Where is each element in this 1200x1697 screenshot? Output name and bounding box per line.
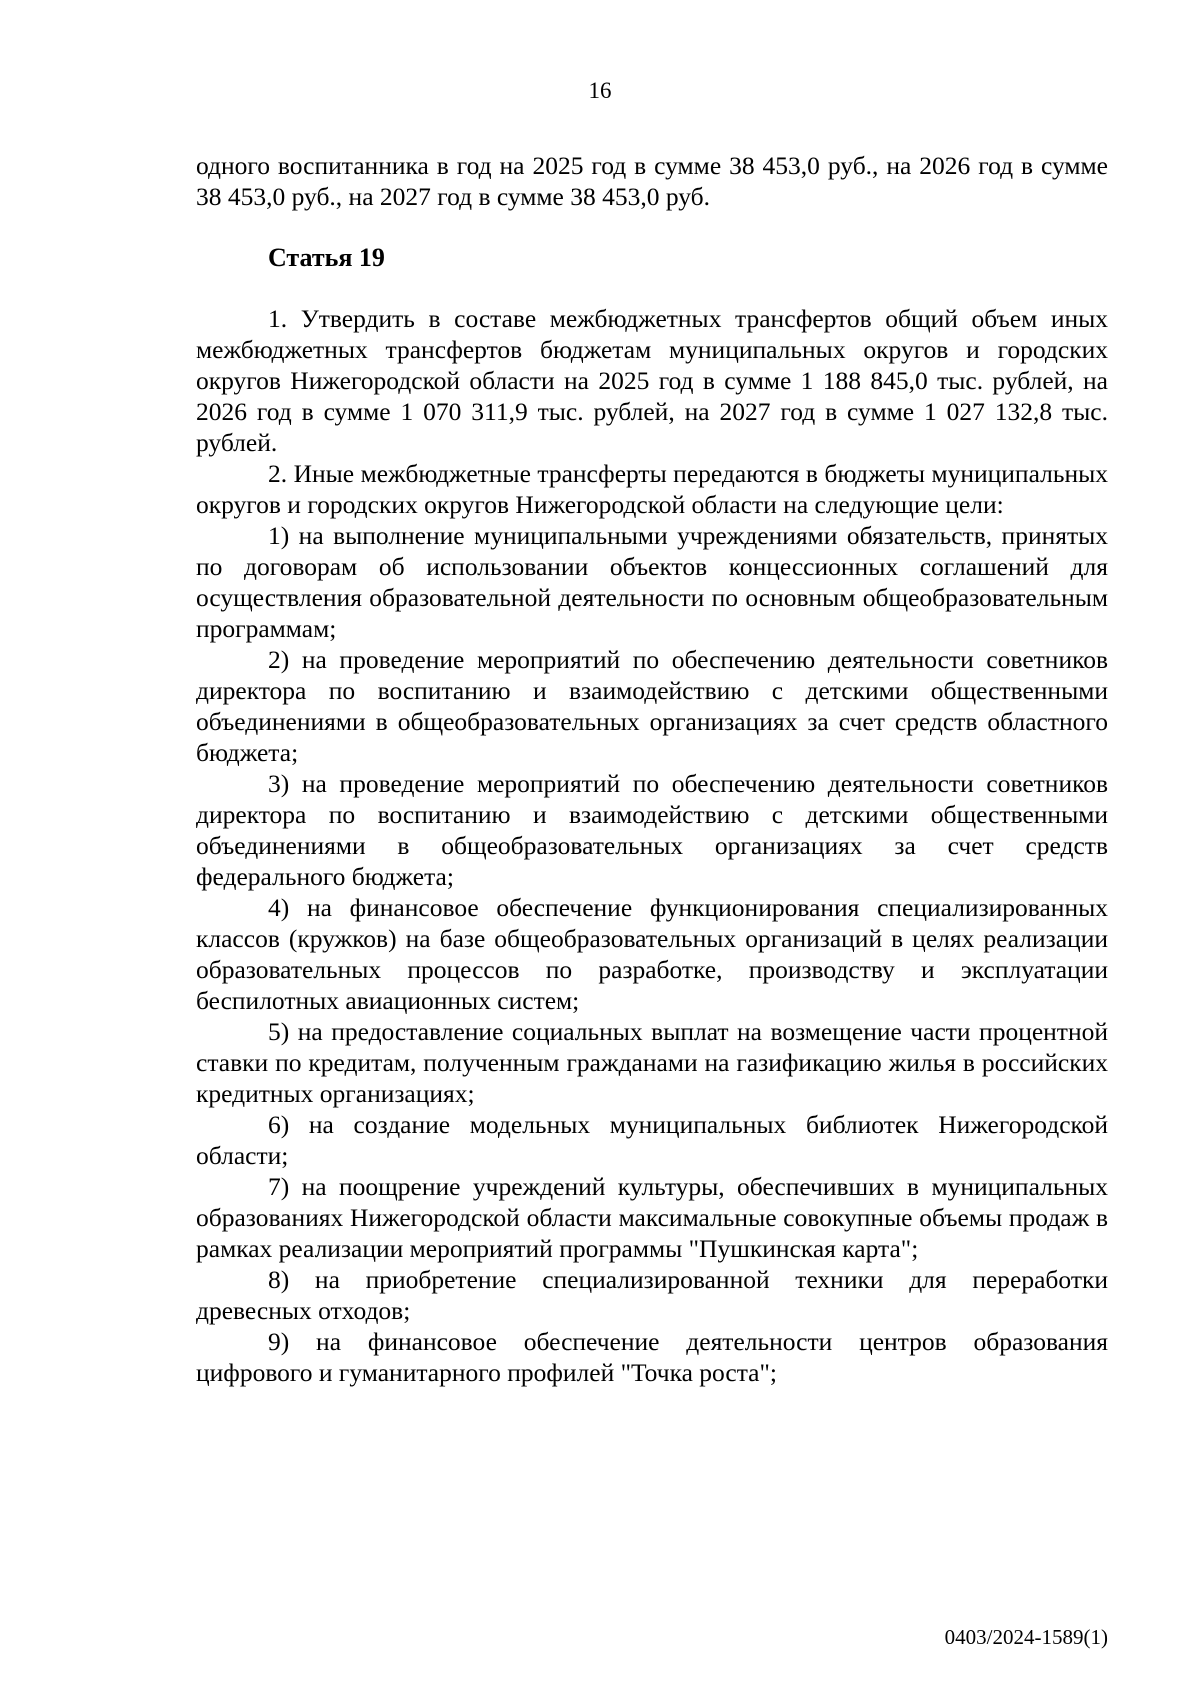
list-item-4: 4) на финансовое обеспечение функционирования специализированных классов (кружков) на базе общеобразовательных организаций в целях реализации образовательных процессов по разработке, производству и эксплуатации беспилотных авиационных систем; xyxy=(196,893,1108,1015)
list-item-8: 8) на приобретение специализированной техники для переработки древесных отходов; xyxy=(196,1265,1108,1325)
list-item-2: 2) на проведение мероприятий по обеспечению деятельности советников директора по воспитанию и взаимодействию с детскими общественными объединениями в общеобразовательных организациях за счет средств областного бюджета; xyxy=(196,645,1108,767)
list-item-3: 3) на проведение мероприятий по обеспечению деятельности советников директора по воспитанию и взаимодействию с детскими общественными объединениями в общеобразовательных организациях за счет средств федерального бюджета; xyxy=(196,769,1108,891)
paragraph-2: 2. Иные межбюджетные трансферты передаются в бюджеты муниципальных округов и городских округов Нижегородской области на следующие цели: xyxy=(196,459,1108,519)
document-body xyxy=(196,150,1108,1388)
list-item-5: 5) на предоставление социальных выплат на возмещение части процентной ставки по кредитам, полученным гражданами на газификацию жилья в российских кредитных организациях; xyxy=(196,1017,1108,1108)
document-code: 0403/2024-1589(1) xyxy=(944,1625,1108,1649)
page-number: 16 xyxy=(588,78,612,103)
list-item-7: 7) на поощрение учреждений культуры, обеспечивших в муниципальных образованиях Нижегородской области максимальные совокупные объемы продаж в рамках реализации мероприятий программы "Пушкинская карта"; xyxy=(196,1172,1108,1263)
list-item-1: 1) на выполнение муниципальными учреждениями обязательств, принятых по договорам об использовании объектов концессионных соглашений для осуществления образовательной деятельности по основным общеобразовательным программам; xyxy=(196,521,1108,643)
article-heading: Статья 19 xyxy=(268,243,385,272)
continuation-paragraph: одного воспитанника в год на 2025 год в сумме 38 453,0 руб., на 2026 год в сумме 38 453,0 руб., на 2027 год в сумме 38 453,0 руб. xyxy=(196,151,1108,211)
paragraph-1: 1. Утвердить в составе межбюджетных трансфертов общий объем иных межбюджетных трансфертов бюджетам муниципальных округов и городских округов Нижегородской области на 2025 год в сумме 1 188 845,0 тыс. рублей, на 2026 год в сумме 1 070 311,9 тыс. рублей, на 2027 год в сумме 1 027 132,8 тыс. рублей. xyxy=(196,304,1108,457)
list-item-6: 6) на создание модельных муниципальных библиотек Нижегородской области; xyxy=(196,1110,1108,1170)
list-item-9: 9) на финансовое обеспечение деятельности центров образования цифрового и гуманитарного профилей "Точка роста"; xyxy=(196,1327,1108,1387)
